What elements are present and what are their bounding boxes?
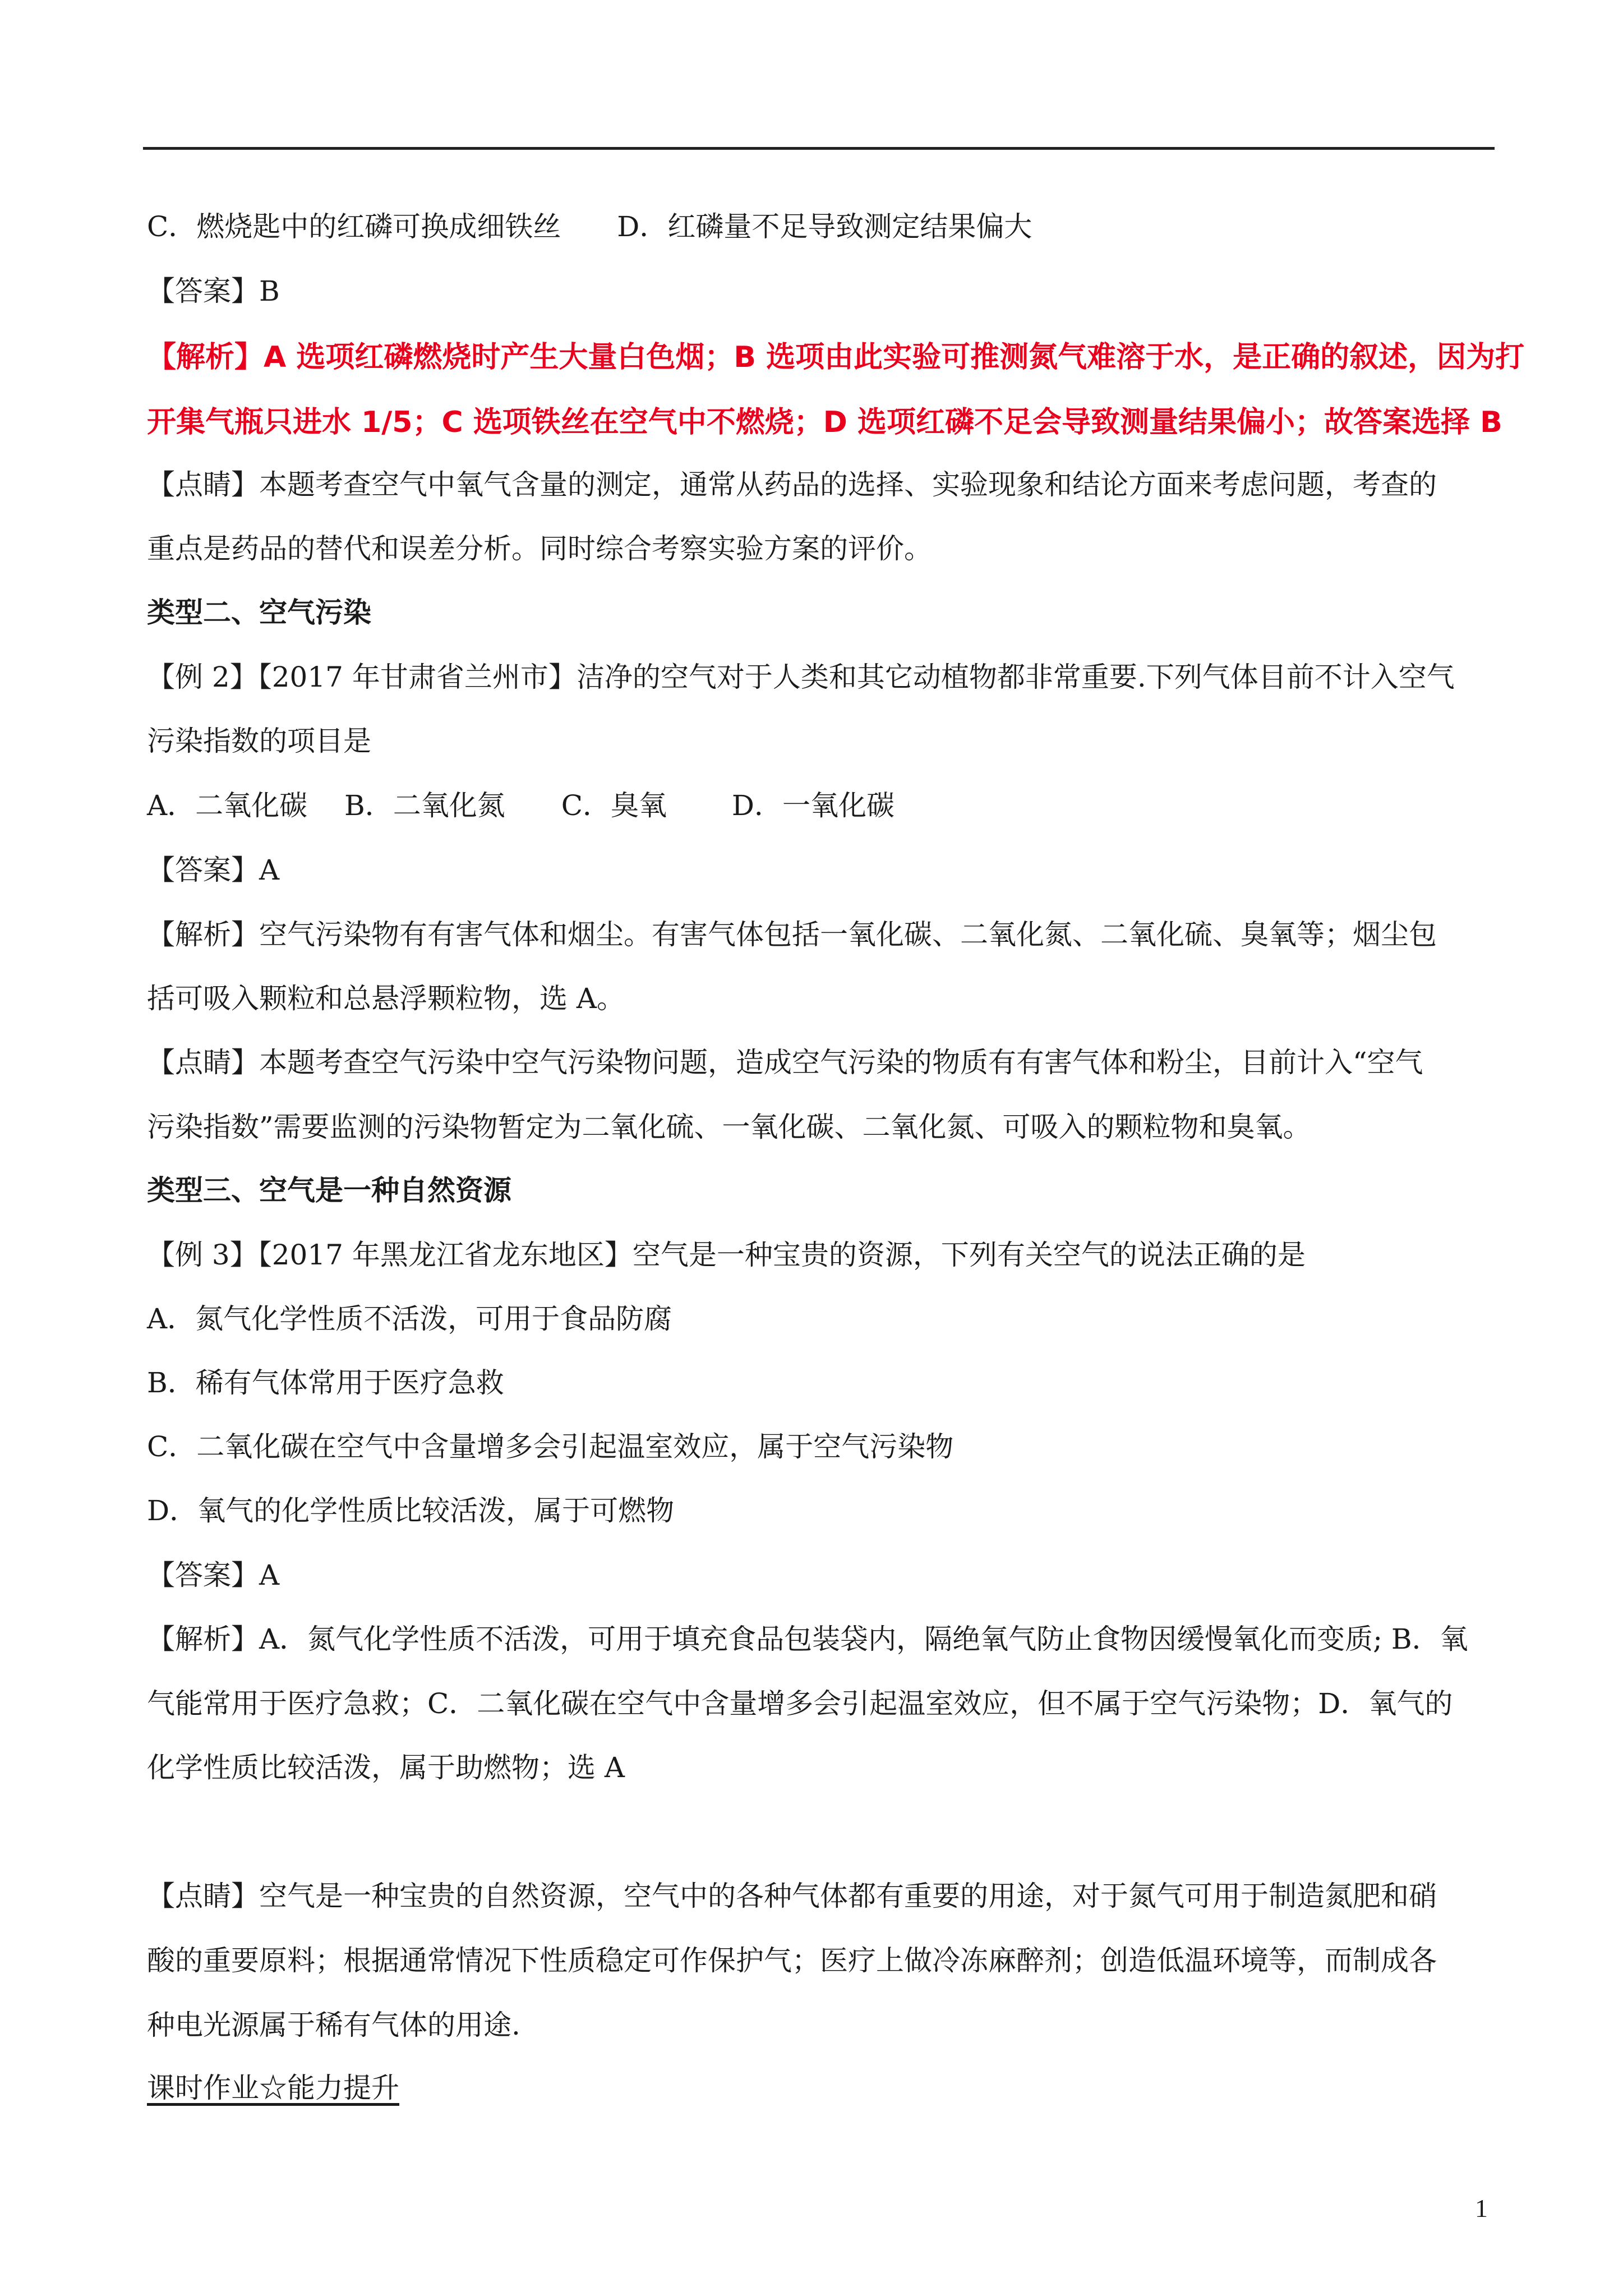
q3-option-b: B．稀有气体常用于医疗急救	[147, 1366, 504, 1399]
header-rule	[143, 147, 1495, 150]
q3-point-line-3: 种电光源属于稀有气体的用途.	[147, 2009, 520, 2041]
q3-analysis-line-1: 【解析】A．氮气化学性质不活泼，可用于填充食品包装袋内，隔绝氧气防止食物因缓慢氧化而变质; B．氧	[147, 1623, 1468, 1655]
q2-point-line-1: 【点睛】本题考查空气污染中空气污染物问题，造成空气污染的物质有有害气体和粉尘，目前计入“空气	[147, 1046, 1423, 1079]
q2-answer: 【答案】A	[147, 854, 280, 886]
q2-analysis-line-1: 【解析】空气污染物有有害气体和烟尘。有害气体包括一氧化碳、二氧化氮、二氧化硫、臭氧等；烟尘包	[147, 918, 1437, 951]
q1-analysis-line-1: 【解析】A 选项红磷燃烧时产生大量白色烟；B 选项由此实验可推测氮气难溶于水，是正确的叙述，因为打	[147, 341, 1525, 374]
q2-point-line-2: 污染指数”需要监测的污染物暂定为二氧化硫、一氧化碳、二氧化氮、可吸入的颗粒物和臭氧。	[147, 1111, 1311, 1143]
page-number: 1	[1475, 2194, 1488, 2223]
q3-point-line-2: 酸的重要原料；根据通常情况下性质稳定可作保护气；医疗上做冷冻麻醉剂；创造低温环境等，而制成各	[147, 1944, 1437, 1977]
q3-option-a: A．氮气化学性质不活泼，可用于食品防腐	[147, 1303, 672, 1335]
q3-analysis-line-3: 化学性质比较活泼，属于助燃物；选 A	[147, 1751, 625, 1784]
q3-analysis-line-2: 气能常用于医疗急救；C．二氧化碳在空气中含量增多会引起温室效应，但不属于空气污染物；D．氧气的	[147, 1687, 1453, 1720]
type2-heading: 类型二、空气污染	[147, 596, 371, 629]
q3-point-line-1: 【点睛】空气是一种宝贵的自然资源，空气中的各种气体都有重要的用途，对于氮气可用于制造氮肥和硝	[147, 1880, 1437, 1912]
q2-analysis-line-2: 括可吸入颗粒和总悬浮颗粒物，选 A。	[147, 982, 625, 1015]
q1-answer: 【答案】B	[147, 275, 280, 307]
q1-analysis-line-2: 开集气瓶只进水 1/5；C 选项铁丝在空气中不燃烧；D 选项红磷不足会导致测量结果偏小；故答案选择 B	[147, 406, 1502, 439]
q3-answer: 【答案】A	[147, 1559, 280, 1591]
q1-point-line-1: 【点睛】本题考查空气中氧气含量的测定，通常从药品的选择、实验现象和结论方面来考虑问题，考查的	[147, 468, 1437, 501]
type3-heading: 类型三、空气是一种自然资源	[147, 1174, 511, 1207]
q3-option-d: D．氧气的化学性质比较活泼，属于可燃物	[147, 1494, 675, 1527]
homework-heading: 课时作业☆能力提升	[147, 2072, 399, 2104]
q1-options-line: C．燃烧匙中的红磷可换成细铁丝 D．红磷量不足导致测定结果偏大	[147, 210, 1032, 243]
q3-option-c: C．二氧化碳在空气中含量增多会引起温室效应，属于空气污染物	[147, 1430, 954, 1463]
q2-options: A．二氧化碳 B．二氧化氮 C．臭氧 D．一氧化碳	[147, 789, 895, 822]
q1-point-line-2: 重点是药品的替代和误差分析。同时综合考察实验方案的评价。	[147, 532, 932, 565]
q2-stem-line-2: 污染指数的项目是	[147, 725, 371, 757]
q3-stem: 【例 3】【2017 年黑龙江省龙东地区】空气是一种宝贵的资源，下列有关空气的说法正确的是	[147, 1239, 1306, 1271]
q2-stem-line-1: 【例 2】【2017 年甘肃省兰州市】洁净的空气对于人类和其它动植物都非常重要.下列气体目前不计入空气	[147, 661, 1455, 693]
